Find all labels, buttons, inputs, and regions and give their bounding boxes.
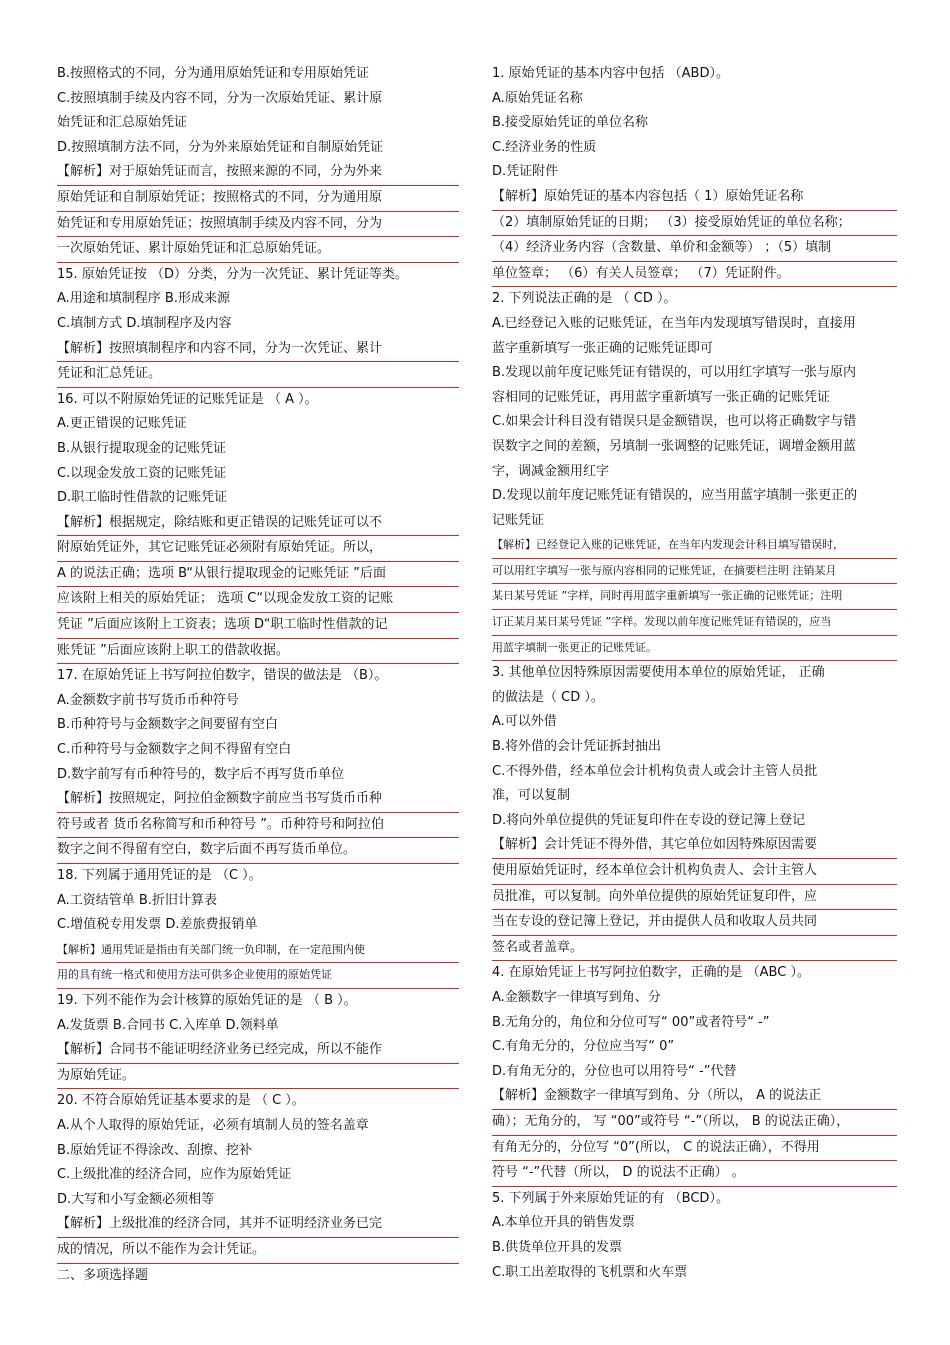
left-option-line: A.从个人取得的原始凭证，必须有填制人员的签名盖章 bbox=[57, 1117, 369, 1133]
right-option-line: D.有角无分的，分位也可以用符号“ -”代替 bbox=[492, 1063, 737, 1079]
left-question-line: 20. 不符合原始凭证基本要求的是 （ C ）。 bbox=[57, 1093, 305, 1109]
left-option-line: D.职工临时性借款的记账凭证 bbox=[57, 490, 228, 506]
left-option-line: C.填制方式 D.填制程序及内容 bbox=[57, 315, 232, 331]
left-option-line: B.从银行提取现金的记账凭证 bbox=[57, 440, 227, 456]
right-option-line: 字，调减金额用红字 bbox=[492, 463, 610, 479]
right-option-line: A.金额数字一律填写到角、分 bbox=[492, 989, 661, 1005]
right-analysis-line: 【解析】金额数字一律填写到角、分（所以， A 的说法正 bbox=[492, 1084, 897, 1110]
left-option-line: A.发货票 B.合同书 C.入库单 D.领料单 bbox=[57, 1017, 279, 1033]
right-option-line: B.接受原始凭证的单位名称 bbox=[492, 115, 649, 131]
right-option-line: A.已经登记入账的记账凭证，在当年内发现填写错误时，直接用 bbox=[492, 315, 856, 331]
right-analysis-line: 某日某号凭证 ”字样，同时再用蓝字重新填写一张正确的记账凭证；注明 bbox=[492, 584, 897, 610]
right-question-line: 5. 下列属于外来原始凭证的有 （BCD）。 bbox=[492, 1190, 729, 1206]
right-option-line: 容相同的记账凭证，再用蓝字重新填写一张正确的记账凭证 bbox=[492, 389, 831, 405]
right-analysis-line: 当在专设的登记簿上登记，并由提供人员和收取人员共同 bbox=[492, 910, 897, 936]
left-option-line: D.按照填制方法不同，分为外来原始凭证和自制原始凭证 bbox=[57, 139, 384, 155]
left-analysis-line: 应该附上相关的原始凭证； 选项 C“以现金发放工资的记账 bbox=[57, 587, 459, 613]
right-question-line: 1. 原始凭证的基本内容中包括 （ABD）。 bbox=[492, 66, 729, 81]
right-analysis-line: 有角无分的，分位写 “0”(所以， C 的说法正确），不得用 bbox=[492, 1136, 897, 1162]
right-analysis-line: 【解析】原始凭证的基本内容包括（ 1）原始凭证名称 bbox=[492, 185, 897, 211]
right-analysis-line: 使用原始凭证时，经本单位会计机构负责人、会计主管人 bbox=[492, 859, 897, 885]
right-option-line: C.经济业务的性质 bbox=[492, 139, 597, 155]
right-option-line: 记账凭证 bbox=[492, 512, 545, 528]
left-analysis-line: 数字之间不得留有空白，数字后面不再写货币单位。 bbox=[57, 838, 459, 864]
right-option-line: 准，可以复制 bbox=[492, 788, 571, 804]
right-analysis-line: 员批准，可以复制。向外单位提供的原始凭证复印件，应 bbox=[492, 885, 897, 911]
left-analysis-line: A 的说法正确；选项 B“从银行提取现金的记账凭证 ”后面 bbox=[57, 562, 459, 588]
right-analysis-line: 用蓝字填制一张更正的记账凭证。 bbox=[492, 636, 897, 662]
left-option-line: B.币种符号与金额数字之间要留有空白 bbox=[57, 717, 279, 733]
left-analysis-line: 【解析】对于原始凭证而言，按照来源的不同，分为外来 bbox=[57, 160, 459, 186]
left-analysis-line: 【解析】按照规定，阿拉伯金额数字前应当书写货币币种 bbox=[57, 787, 459, 813]
left-analysis-line: 附原始凭证外，其它记账凭证必须附有原始凭证。所以， bbox=[57, 536, 459, 562]
left-analysis-line: 用的具有统一格式和使用方法可供多企业使用的原始凭证 bbox=[57, 963, 459, 989]
right-question-line: 4. 在原始凭证上书写阿拉伯数字，正确的是 （ABC ）。 bbox=[492, 965, 810, 981]
left-analysis-line: 账凭证 ”后面应该附上职工的借款收据。 bbox=[57, 639, 459, 665]
right-analysis-line: （4）经济业务内容（含数量、单价和金额等） ；（5）填制 bbox=[492, 236, 897, 262]
right-option-line: A.本单位开具的销售发票 bbox=[492, 1215, 635, 1231]
right-option-line: B.供货单位开具的发票 bbox=[492, 1239, 623, 1255]
left-column bbox=[57, 62, 459, 1288]
right-option-line: C.不得外借，经本单位会计机构负责人或会计主管人员批 bbox=[492, 763, 818, 779]
right-analysis-line: 【解析】会计凭证不得外借，其它单位如因特殊原因需要 bbox=[492, 833, 897, 859]
right-option-line: B.发现以前年度记账凭证有错误的，可以用红字填写一张与原内 bbox=[492, 365, 857, 381]
left-option-line: D.数字前写有币种符号的，数字后不再写货币单位 bbox=[57, 766, 345, 782]
right-question-line: 3. 其他单位因特殊原因需要使用本单位的原始凭证， 正确 bbox=[492, 665, 825, 681]
right-analysis-line: （2）填制原始凭证的日期； （3）接受原始凭证的单位名称； bbox=[492, 211, 897, 237]
left-analysis-line: 凭证和汇总凭证。 bbox=[57, 362, 459, 388]
right-question-line: 2. 下列说法正确的是 （ CD ）。 bbox=[492, 291, 677, 307]
right-analysis-line: 单位签章； （6）有关人员签章； （7）凭证附件。 bbox=[492, 262, 897, 288]
right-option-line: B.无角分的，角位和分位可写“ 00”或者符号“ -” bbox=[492, 1014, 770, 1030]
left-analysis-line: 符号或者 货币名称简写和币种符号 ”。币种符号和阿拉伯 bbox=[57, 813, 459, 839]
right-option-line: A.原始凭证名称 bbox=[492, 90, 583, 106]
left-analysis-line: 成的情况，所以不能作为会计凭证。 bbox=[57, 1238, 459, 1264]
left-option-line: A.金额数字前书写货币币种符号 bbox=[57, 692, 239, 708]
left-option-line: A.工资结管单 B.折旧计算表 bbox=[57, 892, 217, 908]
right-option-line: A.可以外借 bbox=[492, 714, 557, 730]
right-option-line: D.发现以前年度记账凭证有错误的，应当用蓝字填制一张更正的 bbox=[492, 488, 858, 504]
right-analysis-line: 【解析】已经登记入账的记账凭证，在当年内发现会计科目填写错误时， bbox=[492, 533, 897, 559]
right-analysis-line: 符号 “-”代替（所以， D 的说法不正确） 。 bbox=[492, 1161, 897, 1187]
left-question-line: 16. 可以不附原始凭证的记账凭证是 （ A ）。 bbox=[57, 391, 318, 407]
left-option-line: A.更正错误的记账凭证 bbox=[57, 416, 187, 432]
right-analysis-line: 可以用红字填写一张与原内容相同的记账凭证，在摘要栏注明 注销某月 bbox=[492, 559, 897, 585]
left-analysis-line: 为原始凭证。 bbox=[57, 1064, 459, 1090]
left-analysis-line: 凭证 ”后面应该附上工资表；选项 D“职工临时性借款的记 bbox=[57, 613, 459, 639]
left-option-line: C.上级批准的经济合同，应作为原始凭证 bbox=[57, 1167, 292, 1183]
left-question-line: 15. 原始凭证按 （D）分类，分为一次凭证、累计凭证等类。 bbox=[57, 266, 408, 282]
left-analysis-line: 【解析】按照填制程序和内容不同，分为一次凭证、累计 bbox=[57, 337, 459, 363]
right-option-line: C.如果会计科目没有错误只是金额错误，也可以将正确数字与错 bbox=[492, 414, 857, 430]
right-option-line: C.职工出差取得的飞机票和火车票 bbox=[492, 1264, 688, 1280]
left-question-line: 18. 下列属于通用凭证的是 （C ）。 bbox=[57, 868, 262, 883]
left-option-line: D.大写和小写金额必须相等 bbox=[57, 1191, 215, 1207]
left-analysis-line: 一次原始凭证、累计原始凭证和汇总原始凭证。 bbox=[57, 237, 459, 263]
left-question-line: 19. 下列不能作为会计核算的原始凭证的是 （ B ）。 bbox=[57, 992, 357, 1008]
left-option-line: C.按照填制手续及内容不同，分为一次原始凭证、累计原 bbox=[57, 90, 383, 106]
left-option-line: 始凭证和汇总原始凭证 bbox=[57, 115, 188, 131]
left-analysis-line: 【解析】合同书不能证明经济业务已经完成，所以不能作 bbox=[57, 1038, 459, 1064]
right-option-line: 误数字之间的差额，另填制一张调整的记账凭证，调增金额用蓝 bbox=[492, 438, 857, 454]
right-option-line: C.有角无分的，分位应当写“ 0” bbox=[492, 1039, 675, 1055]
left-question-line: 17. 在原始凭证上书写阿拉伯数字，错误的做法是 （B）。 bbox=[57, 668, 388, 684]
left-option-line: C.增值税专用发票 D.差旅费报销单 bbox=[57, 917, 258, 933]
left-analysis-line: 始凭证和专用原始凭证；按照填制手续及内容不同，分为 bbox=[57, 212, 459, 238]
left-option-line: A.用途和填制程序 B.形成来源 bbox=[57, 291, 230, 307]
left-analysis-line: 【解析】通用凭证是指由有关部门统一负印制，在一定范围内使 bbox=[57, 938, 459, 964]
left-analysis-line: 【解析】根据规定，除结账和更正错误的记账凭证可以不 bbox=[57, 511, 459, 537]
left-option-line: B.原始凭证不得涂改、刮擦、挖补 bbox=[57, 1142, 253, 1158]
right-question-line: 的做法是（ CD ）。 bbox=[492, 689, 604, 705]
right-analysis-line: 订正某月某日某号凭证 ”字样。发现以前年度记账凭证有错误的，应当 bbox=[492, 610, 897, 636]
left-option-line: C.以现金发放工资的记账凭证 bbox=[57, 465, 227, 481]
left-option-line: B.按照格式的不同，分为通用原始凭证和专用原始凭证 bbox=[57, 66, 370, 81]
left-analysis-line: 原始凭证和自制原始凭证；按照格式的不同，分为通用原 bbox=[57, 186, 459, 212]
right-option-line: B.将外借的会计凭证拆封抽出 bbox=[492, 739, 662, 755]
left-option-line: C.币种符号与金额数字之间不得留有空白 bbox=[57, 742, 292, 758]
left-analysis-line: 【解析】上级批准的经济合同，其并不证明经济业务已完 bbox=[57, 1212, 459, 1238]
right-option-line: 蓝字重新填写一张正确的记账凭证即可 bbox=[492, 340, 714, 356]
left-section-heading: 二、多项选择题 bbox=[57, 1267, 149, 1283]
right-column bbox=[492, 62, 897, 1285]
right-option-line: D.凭证附件 bbox=[492, 164, 559, 180]
right-option-line: D.将向外单位提供的凭证复印件在专设的登记簿上登记 bbox=[492, 812, 806, 828]
right-analysis-line: 签名或者盖章。 bbox=[492, 936, 897, 962]
right-analysis-line: 确）；无角分的， 写 “00”或符号 “-”（所以， B 的说法正确）， bbox=[492, 1110, 897, 1136]
